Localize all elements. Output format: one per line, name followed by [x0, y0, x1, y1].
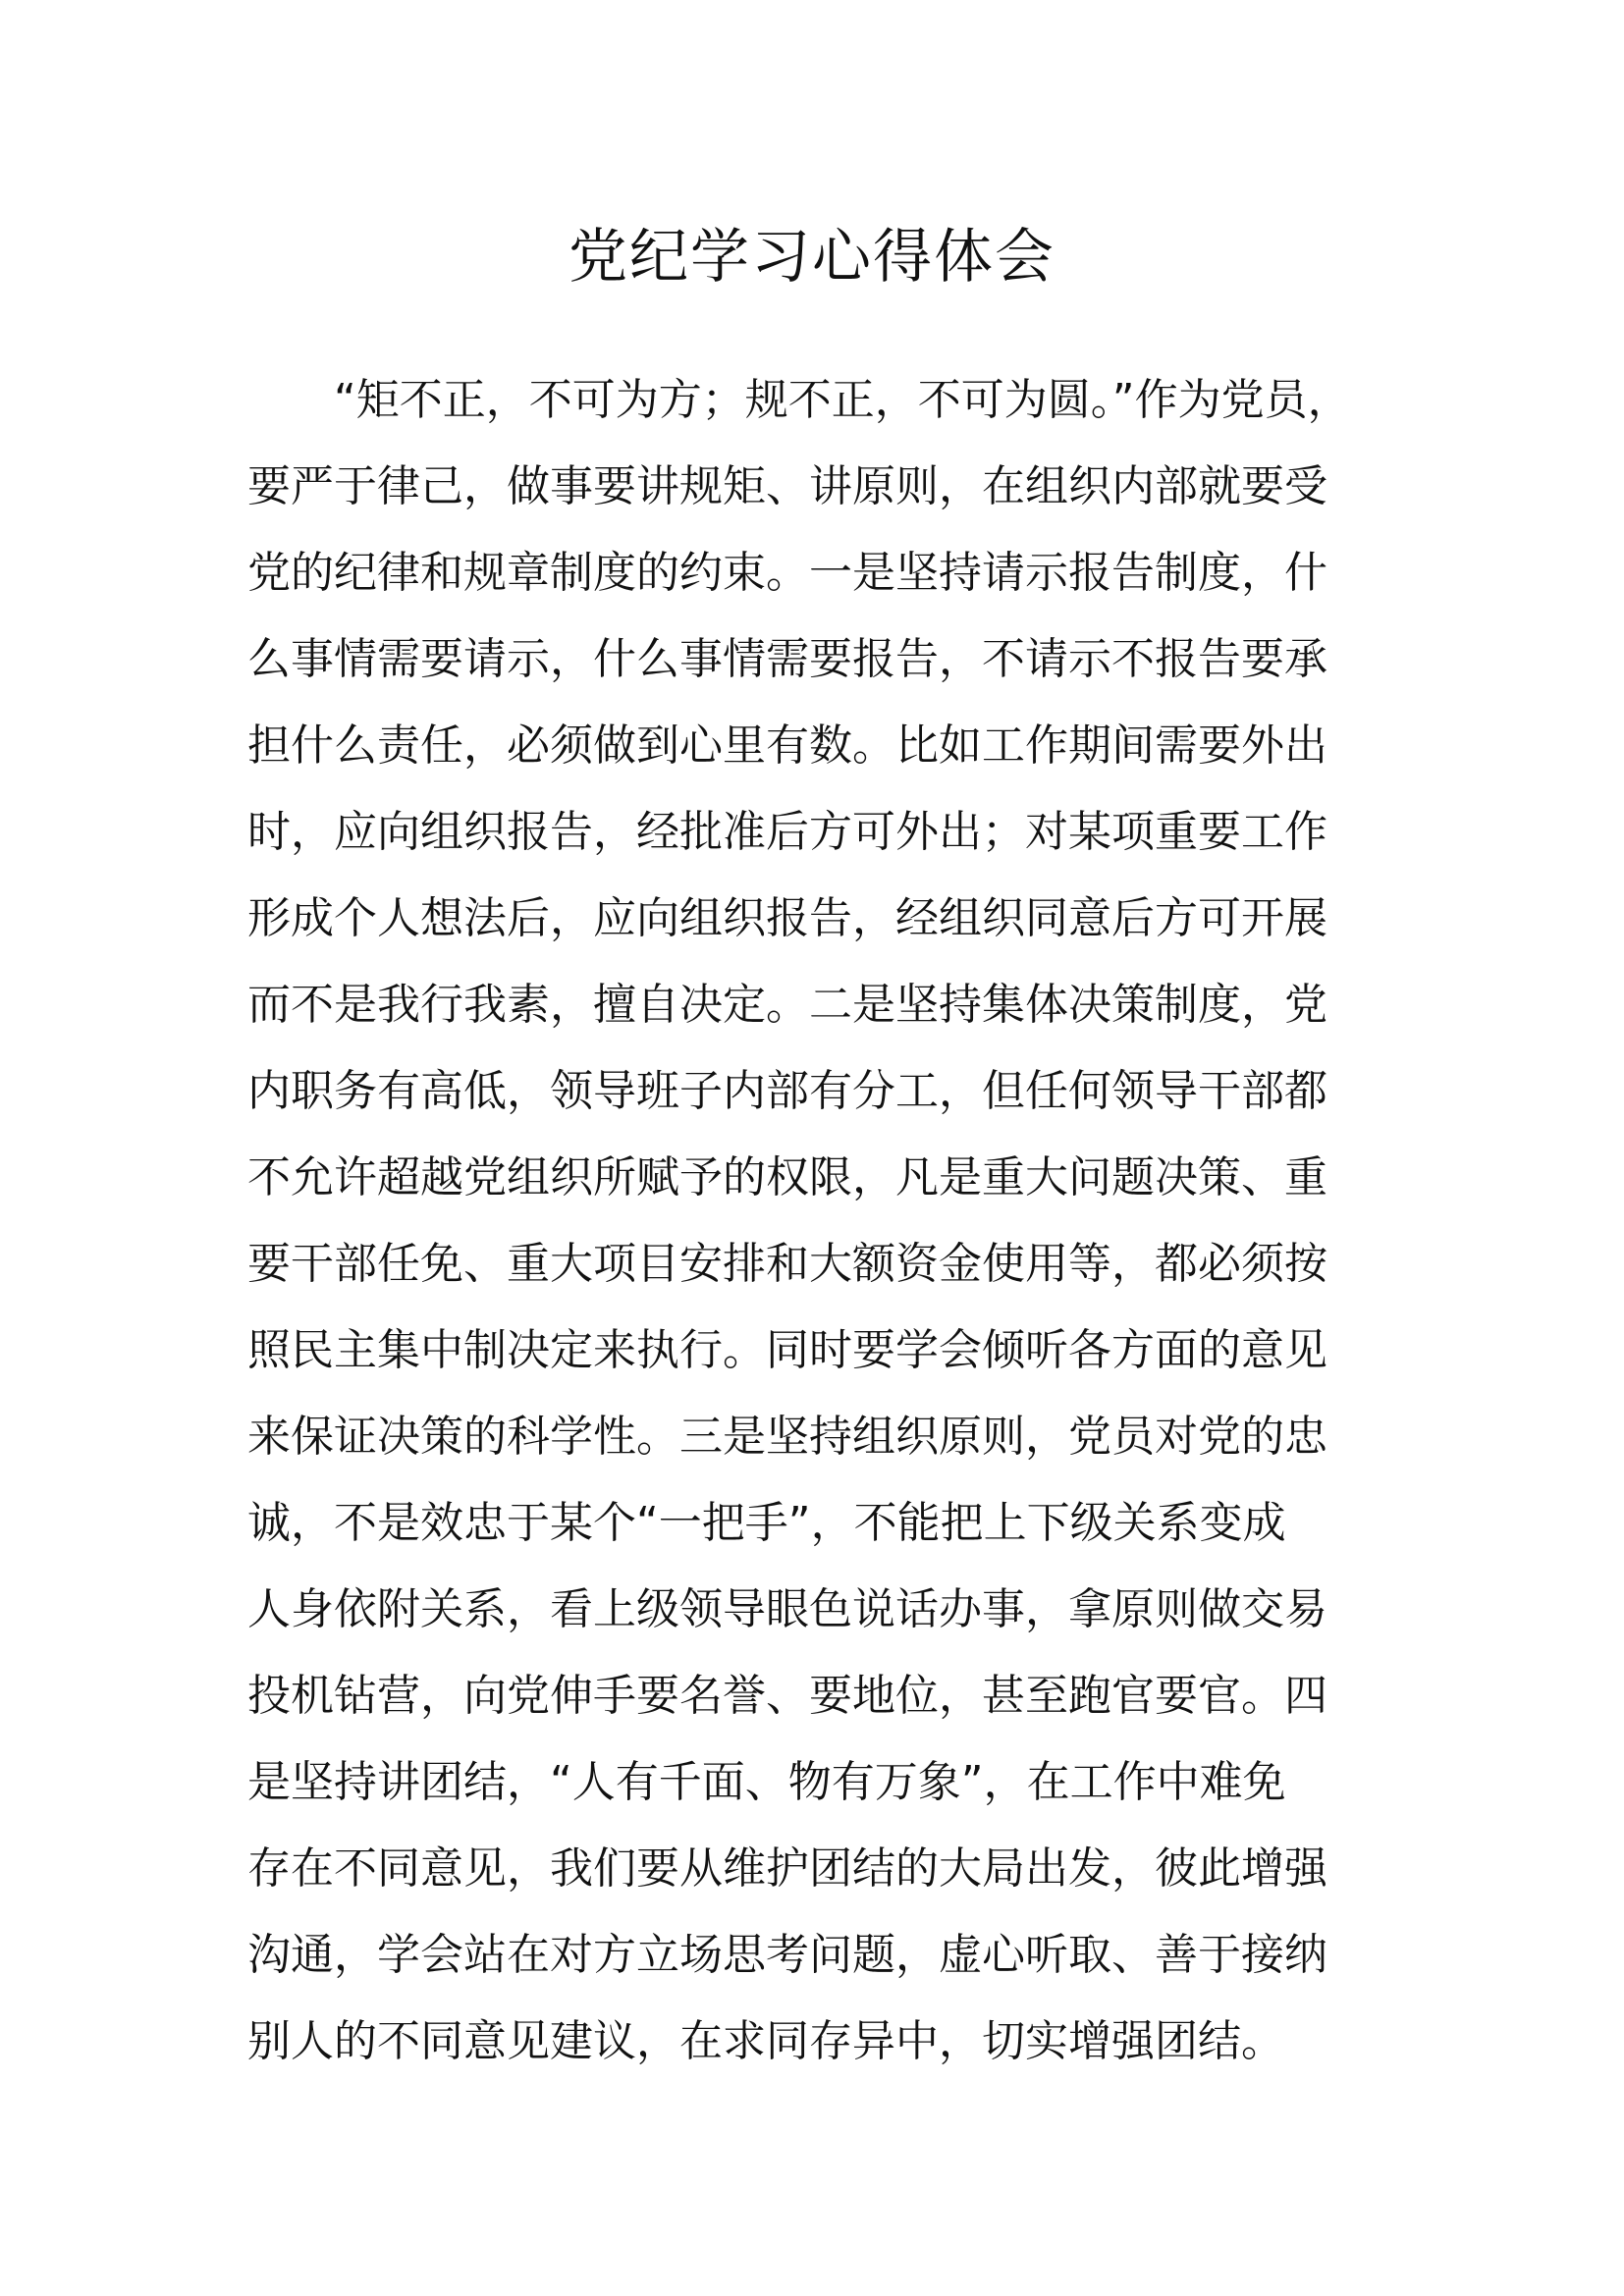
body-line: 沟通，学会站在对方立场思考问题，虚心听取、善于接纳 [247, 1930, 1327, 1980]
body-line: 别人的不同意见建议，在求同存异中，切实增强团结。 [247, 2016, 1284, 2066]
body-line: 来保证决策的科学性。三是坚持组织原则，党员对党的忠 [247, 1412, 1327, 1462]
body-line: 照民主集中制决定来执行。同时要学会倾听各方面的意见 [247, 1325, 1327, 1375]
body-line: 投机钻营，向党伸手要名誉、要地位，甚至跑官要官。四 [247, 1671, 1327, 1721]
body-line: 要干部任免、重大项目安排和大额资金使用等，都必须按 [247, 1239, 1327, 1289]
document-body [247, 371, 1416, 2099]
body-line: 存在不同意见，我们要从维护团结的大局出发，彼此增强 [247, 1843, 1327, 1894]
body-line: 不允许超越党组织所赋予的权限，凡是重大问题决策、重 [247, 1152, 1327, 1202]
body-line: 要严于律己，做事要讲规矩、讲原则，在组织内部就要受 [247, 461, 1327, 511]
body-line: 而不是我行我素，擅自决定。二是坚持集体决策制度，党 [247, 980, 1327, 1030]
body-line: 党的纪律和规章制度的约束。一是坚持请示报告制度，什 [247, 548, 1327, 598]
body-line: 形成个人想法后，应向组织报告，经组织同意后方可开展 [247, 893, 1327, 943]
document-title: 党纪学习心得体会 [568, 223, 1056, 292]
body-line: 担什么责任，必须做到心里有数。比如工作期间需要外出 [247, 721, 1327, 771]
body-line: 诚，不是效忠于某个“一把手”，不能把上下级关系变成 [247, 1498, 1286, 1548]
body-line: 人身依附关系，看上级领导眼色说话办事，拿原则做交易 [247, 1584, 1327, 1634]
body-line: 时，应向组织报告，经批准后方可外出；对某项重要工作 [247, 807, 1327, 857]
body-line: 么事情需要请示，什么事情需要报告，不请示不报告要承 [247, 634, 1327, 684]
body-line: 内职务有高低，领导班子内部有分工，但任何领导干部都 [247, 1066, 1327, 1116]
body-line: 是坚持讲团结，“人有千面、物有万象”，在工作中难免 [247, 1757, 1286, 1807]
body-line: “矩不正，不可为方；规不正，不可为圆。”作为党员， [334, 375, 1351, 425]
